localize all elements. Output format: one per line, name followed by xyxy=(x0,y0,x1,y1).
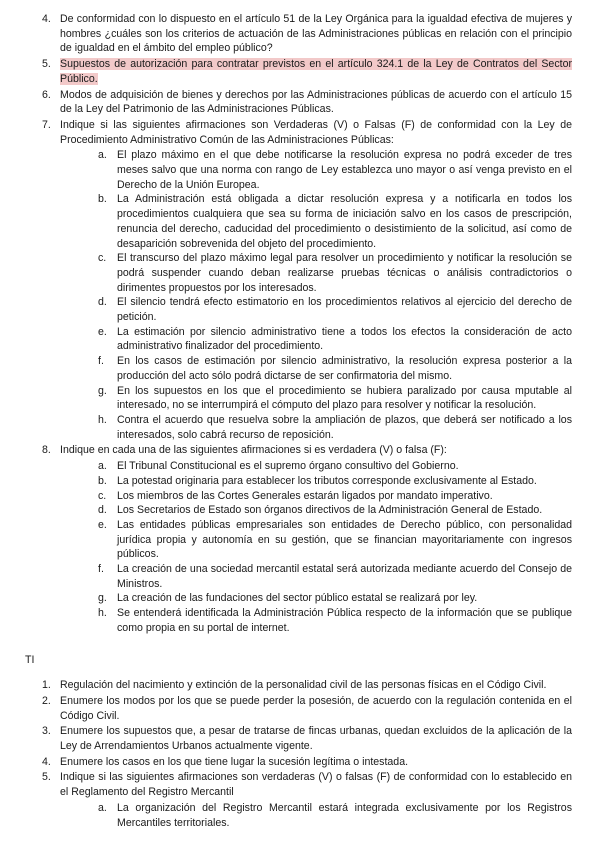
item-letter: g. xyxy=(98,592,107,605)
question-number: 3. xyxy=(42,725,51,738)
highlighted-question-text: Supuestos de autorización para contratar previstos en el artículo 324.1 de la Ley de Contratos del Sector Público. xyxy=(60,58,572,85)
item-letter: c. xyxy=(98,252,107,265)
item-letter: f. xyxy=(98,355,104,368)
statement-item xyxy=(98,518,572,562)
question-6 xyxy=(42,88,572,117)
item-letter: d. xyxy=(98,296,107,309)
item-text: Se entenderá identificada la Administración Pública respecto de la información que se publique como propia en su portal de internet. xyxy=(117,607,572,634)
question-8-statements xyxy=(60,459,572,635)
question-text: Indique si las siguientes afirmaciones son verdaderas (V) o falsas (F) de conformidad con lo establecido en el Reglamento del Registro Mercantil xyxy=(60,771,572,799)
item-text: La creación de las fundaciones del sector público estatal se realizará por ley. xyxy=(117,592,478,605)
statement-item xyxy=(98,295,572,324)
question-text: Indique si las siguientes afirmaciones son Verdaderas (V) o Falsas (F) de conformidad con la Ley de Procedimiento Administrativo Común de las Administraciones Públicas: xyxy=(60,118,572,146)
item-letter: e. xyxy=(98,518,107,531)
statement-item xyxy=(98,325,572,354)
item-text: En los casos de estimación por silencio administrativo, la resolución expresa posterior a la producción del acto sólo podrá dictarse de ser confirmatoria del mismo. xyxy=(117,355,572,382)
question-text: Modos de adquisición de bienes y derechos por las Administraciones públicas de acuerdo con el artículo 15 de la Ley del Patrimonio de las Administraciones Públicas. xyxy=(60,88,572,116)
statement-item xyxy=(98,606,572,635)
statement-item xyxy=(98,192,572,251)
ti-question-3 xyxy=(42,724,572,753)
question-8 xyxy=(42,443,572,458)
item-letter: h. xyxy=(98,607,107,620)
item-text: La potestad originaria para establecer los tributos corresponde exclusivamente al Estado. xyxy=(117,474,537,487)
question-number: 2. xyxy=(42,694,51,707)
item-letter: a. xyxy=(98,460,107,473)
statement-item xyxy=(98,384,572,413)
item-letter: a. xyxy=(98,149,107,162)
ti-question-5 xyxy=(42,770,572,799)
item-letter: h. xyxy=(98,413,107,426)
item-text: La estimación por silencio administrativo tiene a todos los efectos la consideración de acto administrativo finalizador del procedimiento. xyxy=(117,325,572,353)
question-4 xyxy=(42,12,572,56)
item-text: Contra el acuerdo que resuelva sobre la ampliación de plazos, que deberá ser notificado a los interesados, solo cabrá recurso de reposición. xyxy=(117,413,572,441)
item-letter: b. xyxy=(98,474,107,487)
item-letter: e. xyxy=(98,325,107,338)
statement-item xyxy=(98,801,572,830)
ti-question-5-statements xyxy=(60,801,572,830)
question-7 xyxy=(42,118,572,147)
item-letter: d. xyxy=(98,504,107,517)
item-letter: c. xyxy=(98,489,107,502)
statement-item xyxy=(98,354,572,383)
question-number: 1. xyxy=(42,679,51,692)
statement-item xyxy=(98,503,572,518)
question-text: De conformidad con lo dispuesto en el artículo 51 de la Ley Orgánica para la igualdad efectiva de mujeres y hombres ¿cuáles son los criterios de actuación de las Administraciones públicas en relación con el principio de igualdad en el ámbito del empleo público? xyxy=(60,13,572,55)
ti-question-4 xyxy=(42,755,572,770)
question-text: Enumere los modos por los que se puede perder la posesión, de acuerdo con la regulación contenida en el Código Civil. xyxy=(60,694,572,722)
statement-item xyxy=(98,474,572,489)
item-text: La Administración está obligada a dictar resolución expresa y a notificarla en todos los procedimientos cualquiera que sea su forma de iniciación salvo en los casos de prescripción, renuncia del derecho, caducidad del procedimiento o desistimiento de la solicitud, así como de desaparición sobrevenida del objeto del procedimiento. xyxy=(117,193,572,250)
item-letter: f. xyxy=(98,563,104,576)
item-text: El plazo máximo en el que debe notificarse la resolución expresa no podrá exceder de tres meses salvo que una norma con rango de Ley establezca uno mayor o así venga previsto en el Derecho de la Unión Europea. xyxy=(117,149,572,191)
question-text: Regulación del nacimiento y extinción de la personalidad civil de las personas físicas en el Código Civil. xyxy=(60,679,547,692)
statement-item xyxy=(98,148,572,192)
question-text: Enumere los casos en los que tiene lugar la sucesión legítima o intestada. xyxy=(60,755,409,768)
statement-item xyxy=(98,489,572,504)
item-text: La creación de una sociedad mercantil estatal será autorizada mediante acuerdo del Consejo de Ministros. xyxy=(117,563,572,590)
item-text: Las entidades públicas empresariales son entidades de Derecho público, con personalidad jurídica propia y autonomía en su gestión, que se financian mayoritariamente con ingresos públicos. xyxy=(117,518,572,561)
item-letter: g. xyxy=(98,384,107,397)
item-letter: b. xyxy=(98,193,107,206)
statement-item xyxy=(98,459,572,474)
item-text: El silencio tendrá efecto estimatorio en los procedimientos relativos al ejercicio del derecho de petición. xyxy=(117,296,572,324)
question-number: 7. xyxy=(42,118,51,131)
question-7-statements xyxy=(60,148,572,442)
question-number: 6. xyxy=(42,88,51,101)
question-number: 5. xyxy=(42,771,51,784)
question-text: Indique en cada una de las siguientes afirmaciones si es verdadera (V) o falsa (F): xyxy=(60,444,447,457)
item-text: En los supuestos en los que el procedimiento se hubiera paralizado por causa mputable al interesado, no se interrumpirá el cómputo del plazo para resolver y notificar la resolución. xyxy=(117,384,572,412)
item-text: La organización del Registro Mercantil estará integrada exclusivamente por los Registros Mercantiles territoriales. xyxy=(117,801,572,829)
statement-item xyxy=(98,413,572,442)
section-heading: TI xyxy=(25,653,35,666)
ti-question-2 xyxy=(42,694,572,723)
question-text: Enumere los supuestos que, a pesar de tratarse de fincas urbanas, quedan excluidos de la aplicación de la Ley de Arrendamientos Urbanos actualmente vigente. xyxy=(60,725,572,753)
item-text: Los Secretarios de Estado son órganos directivos de la Administración General de Estado. xyxy=(117,504,543,517)
statement-item xyxy=(98,591,572,606)
question-number: 5. xyxy=(42,58,51,71)
question-number: 4. xyxy=(42,755,51,768)
question-number: 4. xyxy=(42,13,51,25)
statement-item xyxy=(98,251,572,295)
ti-question-1 xyxy=(42,678,572,693)
statement-item xyxy=(98,562,572,591)
question-5 xyxy=(42,57,572,86)
item-text: El Tribunal Constitucional es el supremo órgano consultivo del Gobierno. xyxy=(117,460,459,473)
question-number: 8. xyxy=(42,444,51,457)
item-text: Los miembros de las Cortes Generales estarán ligados por mandato imperativo. xyxy=(117,489,493,502)
item-letter: a. xyxy=(98,801,107,814)
item-text: El transcurso del plazo máximo legal para resolver un procedimiento y notificar la resolución se podrá suspender cuando deban realizarse pruebas técnicas o análisis contradictorios o dirimentes propuestos por los interesados. xyxy=(117,252,572,294)
